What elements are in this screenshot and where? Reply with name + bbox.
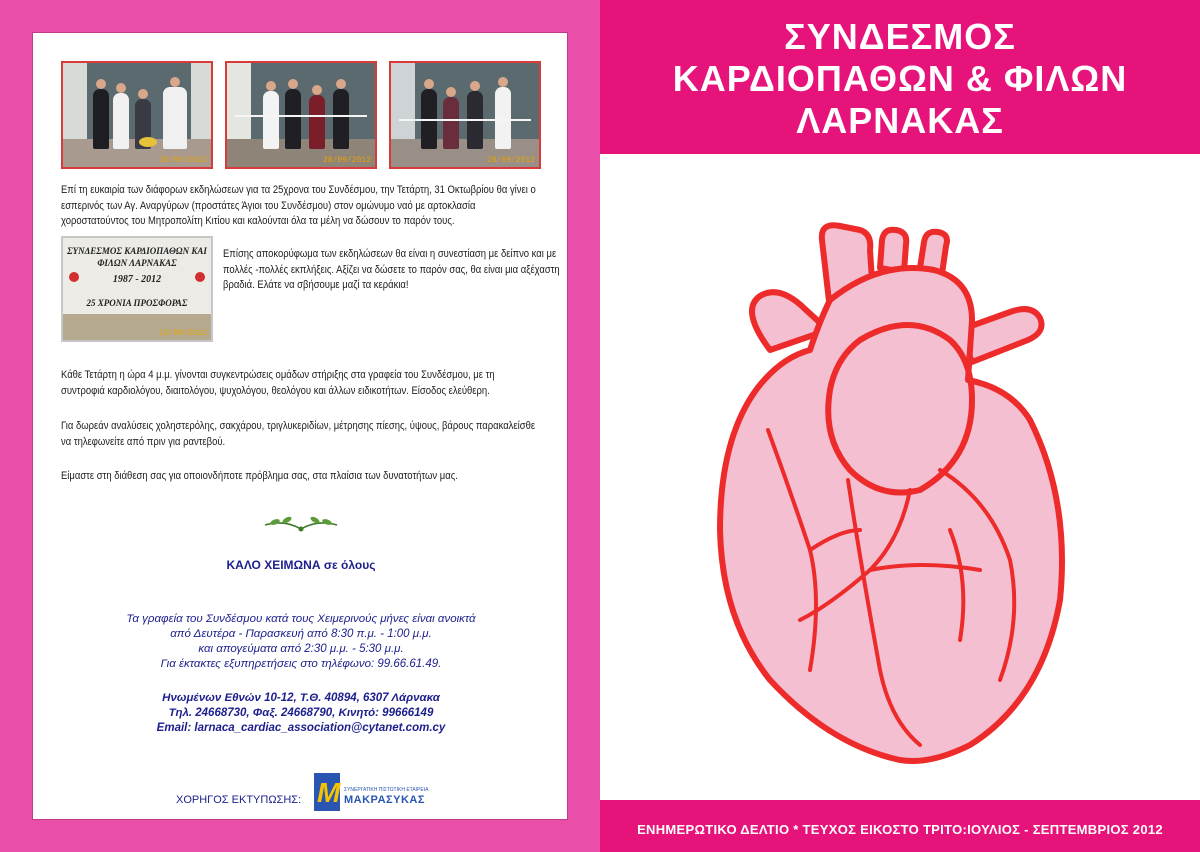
paragraph-dinner: Επίσης αποκορύφωμα των εκδηλώσεων θα είναι η συνεστίαση με δείπνο και με πολλές -πολλές εκπλήξεις. Αξίζει να δώσετε το παρόν σας, θα είναι μια αξέχαστη βραδιά. Ελάτε να σβήσουμε μαζί τα κεράκια! <box>223 248 560 291</box>
left-page-content <box>32 32 568 820</box>
cover-title-line-3: ΛΑΡΝΑΚΑΣ <box>796 100 1004 141</box>
anniversary-banner-photo <box>61 236 213 342</box>
event-photo-1 <box>61 61 213 169</box>
event-photo-2 <box>225 61 377 169</box>
winter-greeting: ΚΑΛΟ ΧΕΙΜΩΝΑ σε όλους <box>226 558 376 572</box>
email-line: Email: larnaca_cardiac_association@cytanet.com.cy <box>156 722 446 734</box>
photo-date-stamp: 12/09/2012 <box>158 329 207 338</box>
photo-date-stamp: 28/09/2012 <box>322 156 371 165</box>
cover-title-line-2: ΚΑΡΔΙΟΠΑΘΩΝ & ΦΙΛΩΝ <box>672 58 1128 99</box>
phone-line: Τηλ. 24668730, Φαξ. 24668790, Κινητό: 99666149 <box>168 707 434 719</box>
cover-title-line-1: ΣΥΝΔΕΣΜΟΣ <box>784 16 1016 57</box>
cover-header-band <box>600 0 1200 154</box>
banner-years: 1987 - 2012 <box>112 274 162 285</box>
sponsor-logo-subtitle: ΣΥΝΕΡΓΑΤΙΚΗ ΠΙΣΤΩΤΙΚΗ ΕΤΑΙΡΕΙΑ <box>344 787 429 793</box>
sponsor-logo-name: ΜΑΚΡΑΣΥΚΑΣ <box>344 794 425 806</box>
cover-page <box>600 0 1200 852</box>
address-line: Ηνωμένων Εθνών 10-12, Τ.Θ. 40894, 6307 Λάρνακα <box>162 692 440 704</box>
office-hours-line: Τα γραφεία του Συνδέσμου κατά τους Χειμερινούς μήνες είναι ανοικτά <box>126 613 476 625</box>
office-hours-line: από Δευτέρα - Παρασκευή από 8:30 π.μ. - 1:00 μ.μ. <box>170 628 432 640</box>
heart-illustration <box>710 200 1110 770</box>
banner-title-line-1: ΣΥΝΔΕΣΜΟΣ ΚΑΡΔΙΟΠΑΘΩΝ ΚΑΙ <box>67 246 207 256</box>
banner-title-line-2: ΦΙΛΩΝ ΛΑΡΝΑΚΑΣ <box>97 258 177 268</box>
office-hours-line: και απογεύματα από 2:30 μ.μ. - 5:30 μ.μ. <box>198 643 404 655</box>
photo-date-stamp: 28/09/2012 <box>486 156 535 165</box>
event-photo-3 <box>389 61 541 169</box>
paragraph-vespers: Επί τη ευκαιρία των διάφορων εκδηλώσεων για τα 25χρονα του Συνδέσμου, την Τετάρτη, 31 Οκτωβρίου θα γίνει ο εσπερινός των Αγ. Αναργύρων (προστάτες Άγιοι του Συνδέσμου) στον ομώνυμο ναό με αρτοκλασία χοροστατούντος του Μητροπολίτη Κιτίου και καλούνται όλα τα μέλη να δώσουν το παρόν τους. <box>61 184 536 227</box>
sponsor-logo <box>314 773 429 815</box>
issue-footer: ΕΝΗΜΕΡΩΤΙΚΟ ΔΕΛΤΙΟ * ΤΕΥΧΟΣ ΕΙΚΟΣΤΟ ΤΡΙΤΟ:ΙΟΥΛΙΟΣ - ΣΕΠΤΕΜΒΡΙΟΣ 2012 <box>637 822 1163 837</box>
sponsor-label: ΧΟΡΗΓΟΣ ΕΚΤΥΠΩΣΗΣ: <box>176 794 302 806</box>
photo-date-stamp: 28/09/2012 <box>158 156 207 165</box>
paragraph-free-tests: Για δωρεάν αναλύσεις χοληστερόλης, σακχάρου, τριγλυκεριδίων, μέτρησης πίεσης, ύψους, βάρους παρακαλείσθε να τηλεφωνείτε από πριν για ραντεβού. <box>61 420 536 448</box>
sponsor-logo-letter: M <box>317 777 341 808</box>
leaf-ornament-icon <box>261 513 341 537</box>
office-hours-line: Για έκτακτες εξυπηρετήσεις στο τηλέφωνο: 99.66.61.49. <box>160 658 442 670</box>
paragraph-support-groups: Κάθε Τετάρτη η ώρα 4 μ.μ. γίνονται συγκεντρώσεις ομάδων στήριξης στα γραφεία του Συνδέσμου, με τη συντροφιά καρδιολόγου, διαιτολόγου, ψυχολόγου, θεολόγου και άλλων ειδικοτήτων. Είσοδος ελεύθερη. <box>61 369 495 397</box>
paragraph-availability: Είμαστε στη διάθεση σας για οποιονδήποτε πρόβλημα σας, στα πλαίσια των δυνατοτήτων μας. <box>61 470 458 482</box>
banner-subtitle: 25 ΧΡΟΝΙΑ ΠΡΟΣΦΟΡΑΣ <box>86 298 188 308</box>
